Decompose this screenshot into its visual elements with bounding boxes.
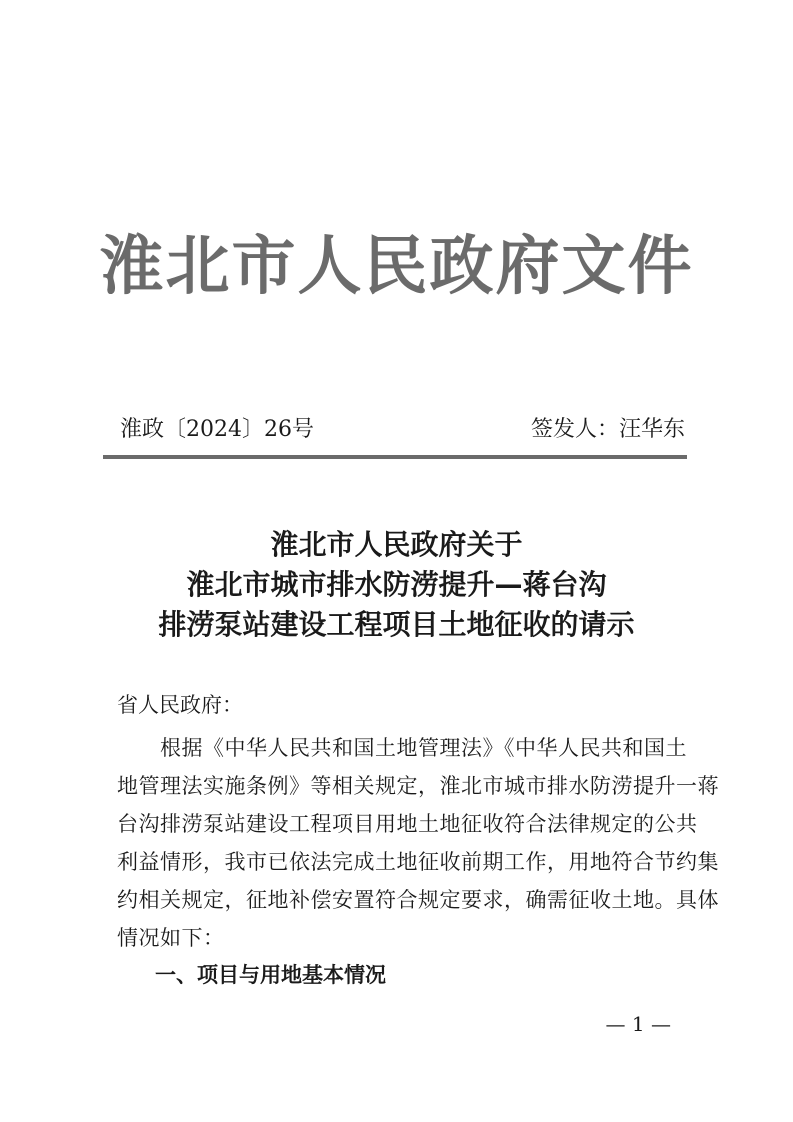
document-title xyxy=(60,525,733,645)
section-heading: 一、项目与用地基本情况 xyxy=(155,963,386,987)
title-line: 淮北市人民政府关于 xyxy=(270,528,523,561)
salutation: 省人民政府： xyxy=(117,693,243,717)
body-line: 台沟排涝泵站建设工程项目用地土地征收符合法律规定的公共 xyxy=(117,812,698,836)
body-line: 情况如下： xyxy=(117,926,225,950)
document-masthead: 淮北市人民政府文件 xyxy=(99,230,694,304)
body-line: 根据《中华人民共和国土地管理法》《中华人民共和国土 xyxy=(117,736,687,760)
body-line: 利益情形，我市已依法完成土地征收前期工作，用地符合节约集 xyxy=(117,850,719,874)
body-line: 地管理法实施条例》等相关规定，淮北市城市排水防涝提升一蒋 xyxy=(117,774,719,798)
body-paragraph xyxy=(117,729,719,957)
title-line: 淮北市城市排水防涝提升—蒋台沟 xyxy=(186,568,607,601)
title-line: 排涝泵站建设工程项目土地征收的请示 xyxy=(158,608,635,641)
header-divider xyxy=(103,455,687,459)
document-number: 淮政〔2024〕26号 xyxy=(120,417,314,442)
signer-label: 签发人：汪华东 xyxy=(530,417,685,442)
body-line: 约相关规定，征地补偿安置符合规定要求，确需征收土地。具体 xyxy=(117,888,719,912)
page-number: — 1 — xyxy=(605,1012,671,1036)
